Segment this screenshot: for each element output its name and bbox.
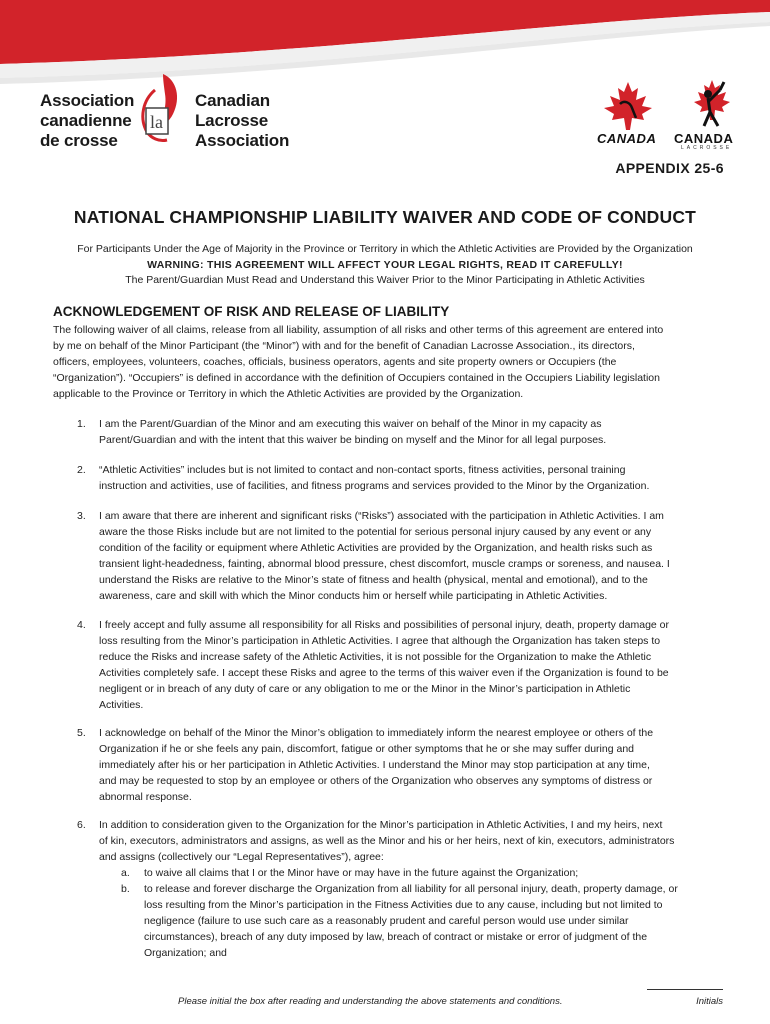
item-line: Parent/Guardian and with the intent that this waiver be binding on myself and the Minor for all legal purposes. (99, 434, 607, 446)
intro-line: by me on behalf of the Minor Participant (the “Minor”) with and for the benefit of Canadian Lacrosse Association., its directors, (53, 340, 635, 352)
item-line: loss resulting from the Minor’s participation in Athletic Activities. I agree that although the Organization has taken steps to (99, 635, 661, 647)
warning-line: WARNING: THIS AGREEMENT WILL AFFECT YOUR LEGAL RIGHTS, READ IT CAREFULLY! (147, 259, 623, 271)
canada-lacrosse-player-logo-icon (688, 76, 736, 134)
sub-item-line: Organization; and (144, 947, 227, 959)
assoc-fr-line-2: canadienne (40, 111, 132, 130)
item-line: awareness, care and skill with which the Minor conducts him or herself while participating in Athletic Activities. (99, 590, 608, 602)
item-line: reduce the Risks and increase safety of the Athletic Activities, it is not possible for the Organization to make the Athletic (99, 651, 652, 663)
item-line: and assigns (collectively our “Legal Representatives”), agree: (99, 851, 384, 863)
item-line: understand the Risks are relative to the Minor’s state of fitness and health (physical, mental and emotional), and to the (99, 574, 648, 586)
intro-line: applicable to the Province or Territory in which the Athletic Activities are provided by the Organization. (53, 388, 524, 400)
appendix-label: APPENDIX 25-6 (615, 160, 724, 176)
intro-line: The following waiver of all claims, release from all liability, assumption of all risks and other terms of this agreement are entered into (53, 324, 664, 336)
svg-text:la: la (150, 112, 163, 132)
canada-maple-leaf-logo-icon (598, 80, 658, 132)
item-number: 1. (77, 418, 86, 430)
sub-item-line: loss resulting from the Minor’s participation in the Fitness Activities due to any cause, including but not limited to (144, 899, 663, 911)
intro-line: officers, employees, volunteers, coaches, officials, business operators, agents and site property owners or Occupiers (the (53, 356, 617, 368)
item-line: aware the those Risks include but are not limited to the potential for serious personal injury caused by any event or any (99, 526, 652, 538)
sub-item-letter: a. (121, 867, 130, 879)
item-line: I am aware that there are inherent and significant risks (“Risks”) associated with the participation in Athletic Activities. I am (99, 510, 664, 522)
item-line: “Athletic Activities” includes but is not limited to contact and non-contact sports, fitness activities, personal training (99, 464, 626, 476)
item-line: I freely accept and fully assume all responsibility for all Risks and possibilities of personal injury, death, property damage or (99, 619, 669, 631)
header-swoosh (0, 0, 770, 90)
initials-label: Initials (696, 996, 723, 1007)
subtitle-participants: For Participants Under the Age of Majority in the Province or Territory in which the Athletic Activities are Provided by the Organization (77, 243, 693, 255)
item-number: 6. (77, 819, 86, 831)
item-line: transient light-headedness, fainting, abnormal blood pressure, chest discomfort, muscle cramps or soreness, and nausea. I (99, 558, 670, 570)
item-line: In addition to consideration given to the Organization for the Minor’s participation in Athletic Activities, I and my heirs, next (99, 819, 663, 831)
item-line: abnormal response. (99, 791, 192, 803)
document-title: NATIONAL CHAMPIONSHIP LIABILITY WAIVER AND CODE OF CONDUCT (73, 207, 697, 227)
item-number: 4. (77, 619, 86, 631)
item-line: I acknowledge on behalf of the Minor the Minor’s obligation to immediately inform the nearest employee or others of the (99, 727, 654, 739)
sub-item-line: circumstances), breach of any duty imposed by law, breach of contract or mistake or error of judgment of the (144, 931, 648, 943)
item-line: Activities completely safe. I accept these Risks and agree to the terms of this waiver even if the Organization is found to be (99, 667, 669, 679)
item-line: Activities. (99, 699, 144, 711)
item-number: 5. (77, 727, 86, 739)
footer-instruction: Please initial the box after reading and understanding the above statements and conditions. (178, 996, 563, 1007)
item-line: I am the Parent/Guardian of the Minor and am executing this waiver on behalf of the Minor in my capacity as (99, 418, 602, 430)
assoc-en-line-1: Canadian (195, 91, 270, 110)
item-line: immediately after his or her participation in Athletic Activities. I understand the Minor may stop participation at any time, (99, 759, 650, 771)
intro-line: “Organization”). “Occupiers” is defined in accordance with the definition of Occupiers contained in the Occupiers Liability legislation (53, 372, 660, 384)
item-number: 3. (77, 510, 86, 522)
canada-right-label: CANADA (674, 131, 734, 146)
section-heading: ACKNOWLEDGEMENT OF RISK AND RELEASE OF LIABILITY (53, 304, 450, 319)
sub-item-letter: b. (121, 883, 130, 895)
cla-feather-logo-icon (133, 70, 187, 148)
item-line: negligent or in breach of any duty of care or any obligation to me or the Minor in the Minor’s participation in Athletic (99, 683, 631, 695)
item-line: of kin, executors, administrators and assigns, as well as the Minor and his or her heirs, next of kin, executors, administrators (99, 835, 675, 847)
subtitle-parent-guardian: The Parent/Guardian Must Read and Understand this Waiver Prior to the Minor Participating in Athletic Activities (125, 274, 645, 286)
association-name-english (195, 91, 289, 151)
sub-item-line: negligence (failure to use such care as a reasonably prudent and careful person would use under similar (144, 915, 629, 927)
initials-box-line[interactable] (647, 989, 723, 990)
assoc-en-line-2: Lacrosse (195, 111, 269, 130)
assoc-fr-line-1: Association (40, 91, 135, 110)
item-number: 2. (77, 464, 86, 476)
association-name-french (40, 91, 134, 151)
item-line: Organization if he or she feels any pain, discomfort, fatigue or other symptoms that he or she may suffer during and (99, 743, 635, 755)
canada-left-label: CANADA (597, 131, 657, 146)
sub-item-line: to waive all claims that I or the Minor have or may have in the future against the Organization; (144, 867, 579, 879)
lacrosse-small-label: LACROSSE (681, 145, 733, 151)
assoc-fr-line-3: de crosse (40, 131, 118, 150)
item-line: and may be requested to stop by an employee or others of the Organization who observes any symptoms of distress or (99, 775, 653, 787)
item-line: instruction and activities, use of facilities, and fitness programs and services provided to the Minor by the Organization. (99, 480, 650, 492)
sub-item-line: to release and forever discharge the Organization from all liability for all personal injury, death, property damage, or (144, 883, 678, 895)
item-line: condition of the facility or equipment where Athletic Activities are provided by the Organization, and health risks such as (99, 542, 653, 554)
intro-paragraph (53, 322, 723, 402)
assoc-en-line-3: Association (195, 131, 290, 150)
